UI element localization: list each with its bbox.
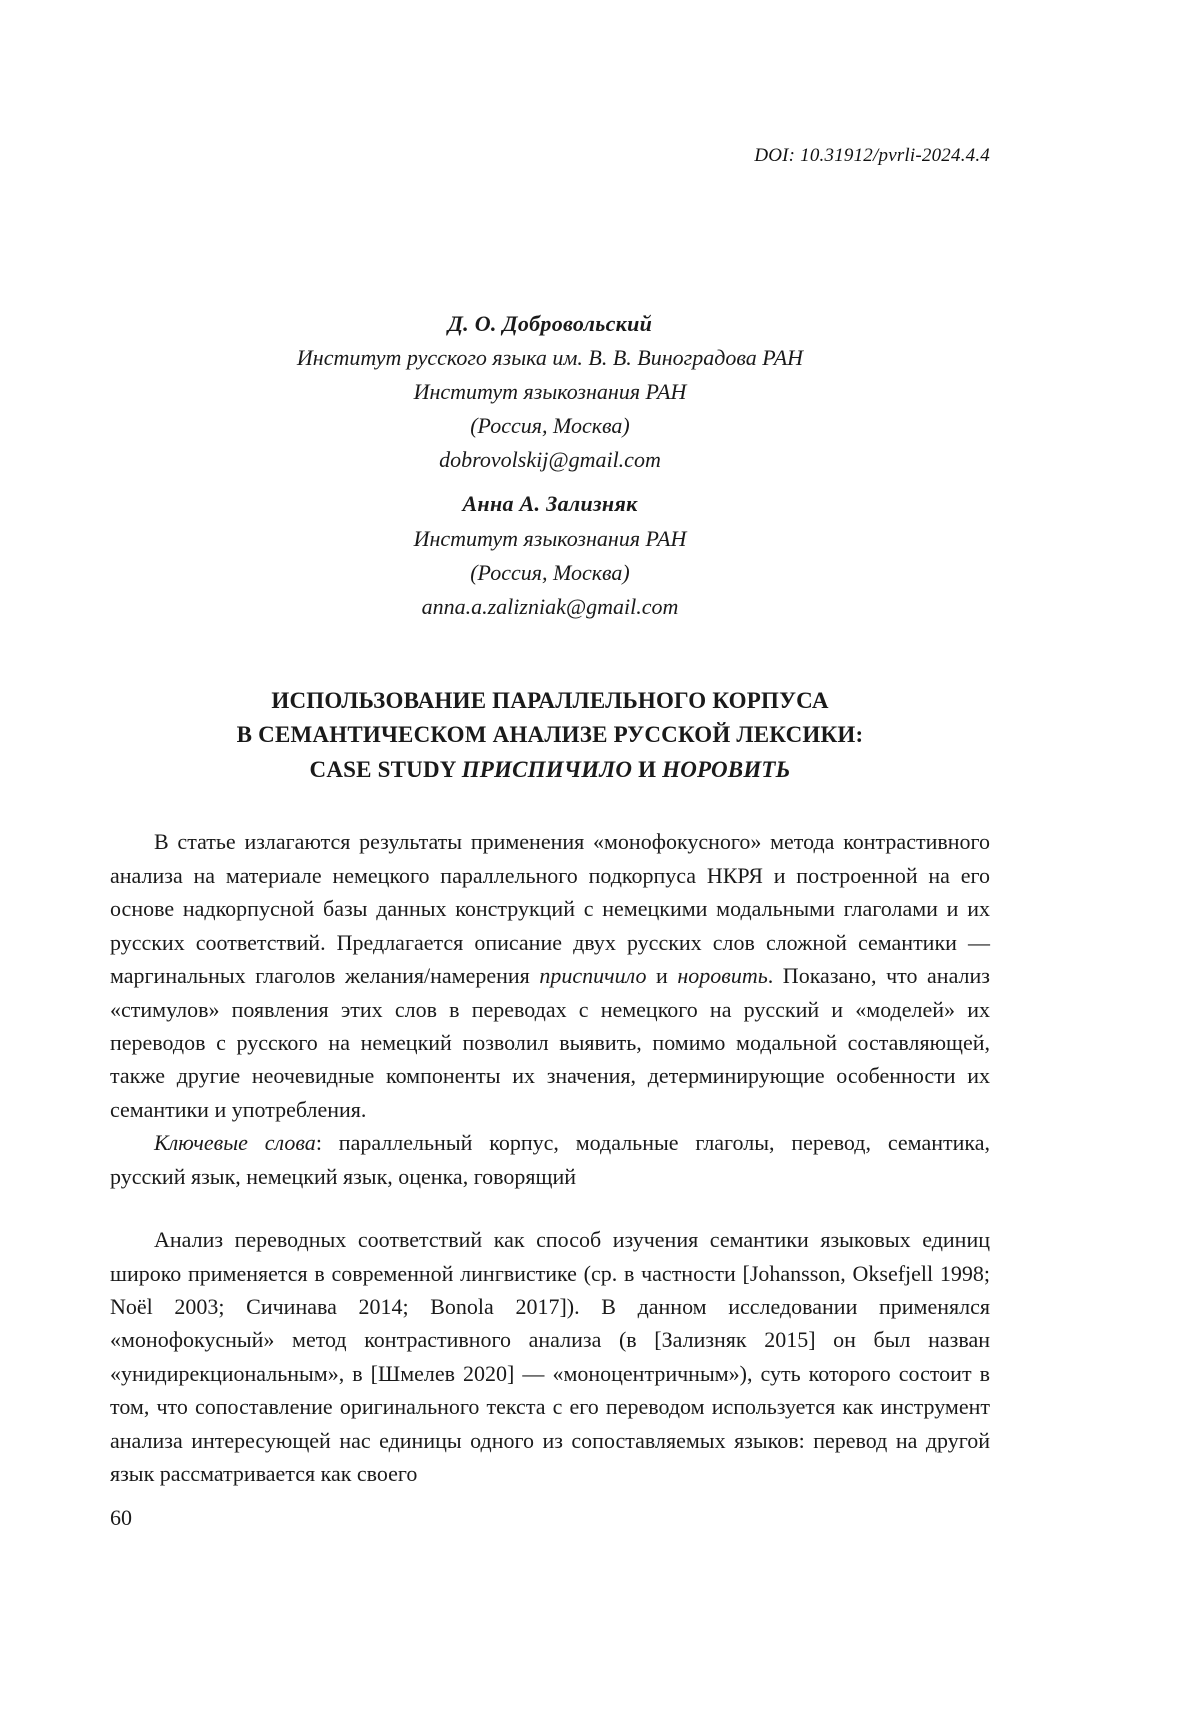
title-conjunction: И xyxy=(632,756,663,782)
title-line-2: В СЕМАНТИЧЕСКОМ АНАЛИЗЕ РУССКОЙ ЛЕКСИКИ: xyxy=(236,722,864,748)
abstract-italic-term-1: приспичило xyxy=(539,963,647,989)
author-1-affiliation-2: Институт языкознания РАН xyxy=(413,379,687,405)
body-paragraph-1: Анализ переводных соответствий как способ изучения семантики языковых единиц широко применяется в современной лингвистике (ср. в частности [Johansson, Oksefjell 1998; Noël 2003; Сичинава 2014; Bonola 2017]). В данном исследовании применялся «монофокусный» метод контрастивного анализа (в [Зализняк 2015] он был назван «унидирекциональным», в [Шмелев 2020] — «моноцентричным»), суть которого состоит в том, что сопоставление оригинального текста с его переводом используется как инструмент анализа интересующей нас единицы одного из сопоставляемых языков: перевод на другой язык рассматривается как своего xyxy=(110,1227,990,1487)
title-term-1: ПРИСПИЧИЛО xyxy=(461,756,633,782)
body-text xyxy=(110,1223,990,1491)
keywords-label: Ключевые слова xyxy=(154,1130,316,1156)
abstract-italic-term-2: норовить xyxy=(677,963,768,989)
title-line-3 xyxy=(110,753,990,788)
abstract-part-3: . Показано, что анализ «стимулов» появления этих слов в переводах с немецкого на русский и «моделей» их переводов с русского на немецкий позволил выявить, помимо модальной составляющей, также другие неочевидные компоненты их значения, детерминирующие особенности их семантики и употребления. xyxy=(110,963,990,1122)
author-1-location: (Россия, Москва) xyxy=(470,413,630,439)
abstract xyxy=(110,825,990,1126)
author-separator xyxy=(110,477,990,487)
author-2-email[interactable]: anna.a.zalizniak@gmail.com xyxy=(421,593,679,619)
author-name-2: Анна А. Зализняк xyxy=(462,491,638,517)
author-1-email[interactable]: dobrovolskij@gmail.com xyxy=(439,447,661,473)
author-1-affiliation-1: Институт русского языка им. В. В. Виноградова РАН xyxy=(296,345,804,371)
title-term-2: НОРОВИТЬ xyxy=(662,756,791,782)
abstract-part-1: В статье излагаются результаты применения «монофокусного» метода контрастивного анализа на материале немецкого параллельного подкорпуса НКРЯ и построенной на его основе надкорпусной базы данных конструкций с немецкими модальными глаголами и их русских соответствий. Предлагается описание двух русских слов сложной семантики — маргинальных глаголов желания/намерения xyxy=(110,829,990,989)
authors-block xyxy=(110,307,990,624)
page-title xyxy=(110,684,990,788)
author-2-location: (Россия, Москва) xyxy=(470,559,630,585)
title-line-1: ИСПОЛЬЗОВАНИЕ ПАРАЛЛЕЛЬНОГО КОРПУСА xyxy=(271,687,829,713)
title-case-study: CASE STUDY xyxy=(309,756,462,782)
author-name-1: Д. О. Добровольский xyxy=(447,311,653,336)
keywords-paragraph xyxy=(110,1126,990,1193)
keywords-text: : параллельный корпус, модальные глаголы, перевод, семантика, русский язык, немецкий язык, оценка, говорящий xyxy=(110,1130,990,1189)
author-2-affiliation-1: Институт языкознания РАН xyxy=(413,525,687,551)
page-number: 60 xyxy=(110,1505,132,1530)
doi-line: DOI: 10.31912/pvrli-2024.4.4 xyxy=(754,145,990,166)
abstract-paragraph xyxy=(110,825,990,1126)
keywords-block xyxy=(110,1126,990,1193)
abstract-part-2: и xyxy=(646,963,678,989)
page-content xyxy=(110,0,990,1491)
